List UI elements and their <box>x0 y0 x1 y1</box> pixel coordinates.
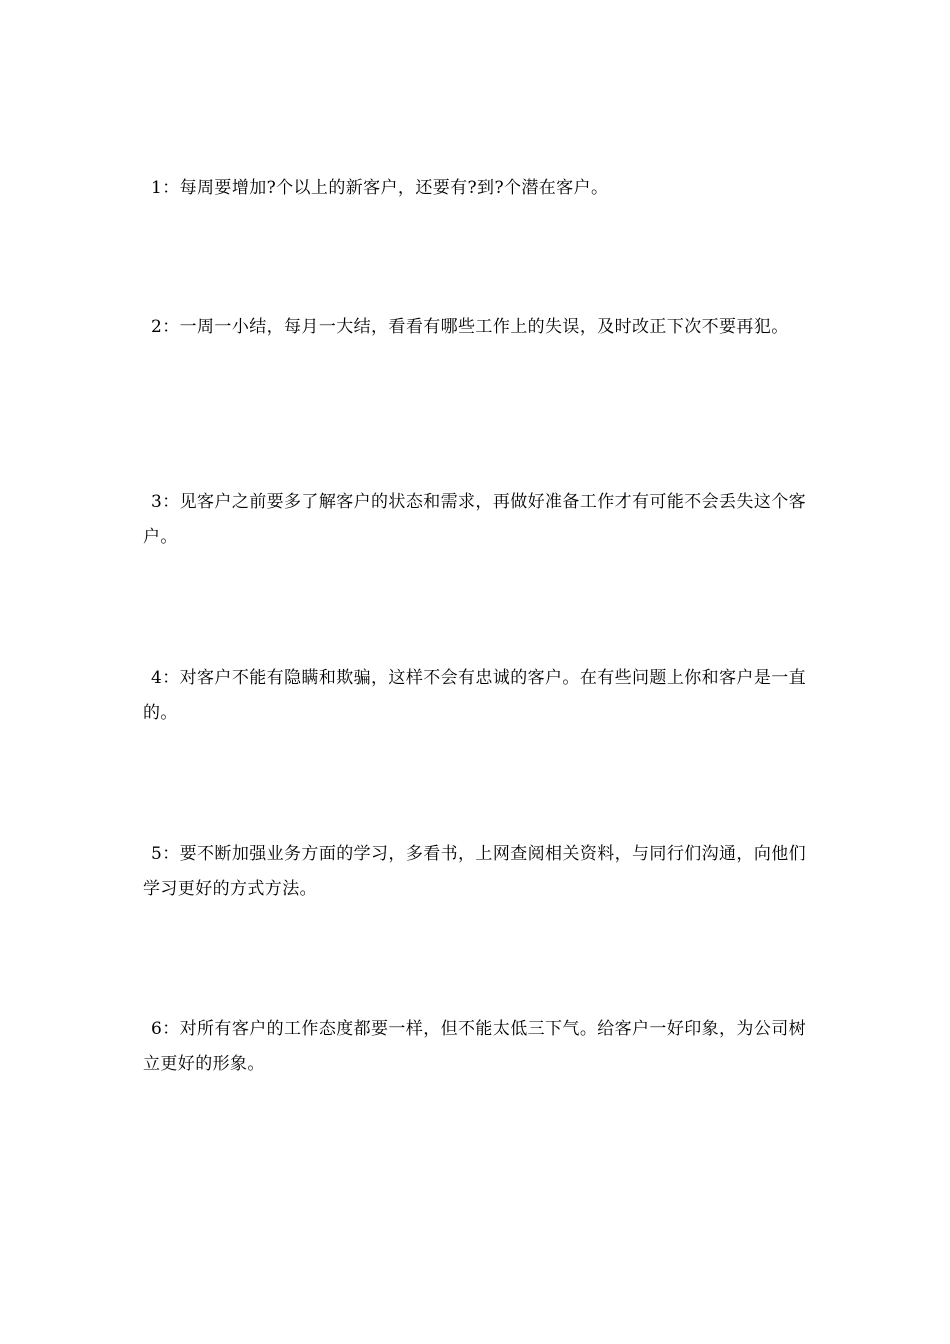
paragraph-2: 2：一周一小结，每月一大结，看看有哪些工作上的失误，及时改正下次不要再犯。 <box>151 317 789 337</box>
paragraph-4: 4：对客户不能有隐瞒和欺骗，这样不会有忠诚的客户。在有些问题上你和客户是一直的。 <box>143 668 807 723</box>
paragraph-3: 3：见客户之前要多了解客户的状态和需求，再做好准备工作才有可能不会丢失这个客户。 <box>143 492 807 547</box>
paragraph-6: 6：对所有客户的工作态度都要一样，但不能太低三下气。给客户一好印象，为公司树立更好的形象。 <box>143 1019 807 1074</box>
paragraph-5: 5：要不断加强业务方面的学习，多看书，上网查阅相关资料，与同行们沟通，向他们学习更好的方式方法。 <box>143 844 807 899</box>
paragraph-1: 1：每周要增加?个以上的新客户，还要有?到?个潜在客户。 <box>151 178 609 198</box>
